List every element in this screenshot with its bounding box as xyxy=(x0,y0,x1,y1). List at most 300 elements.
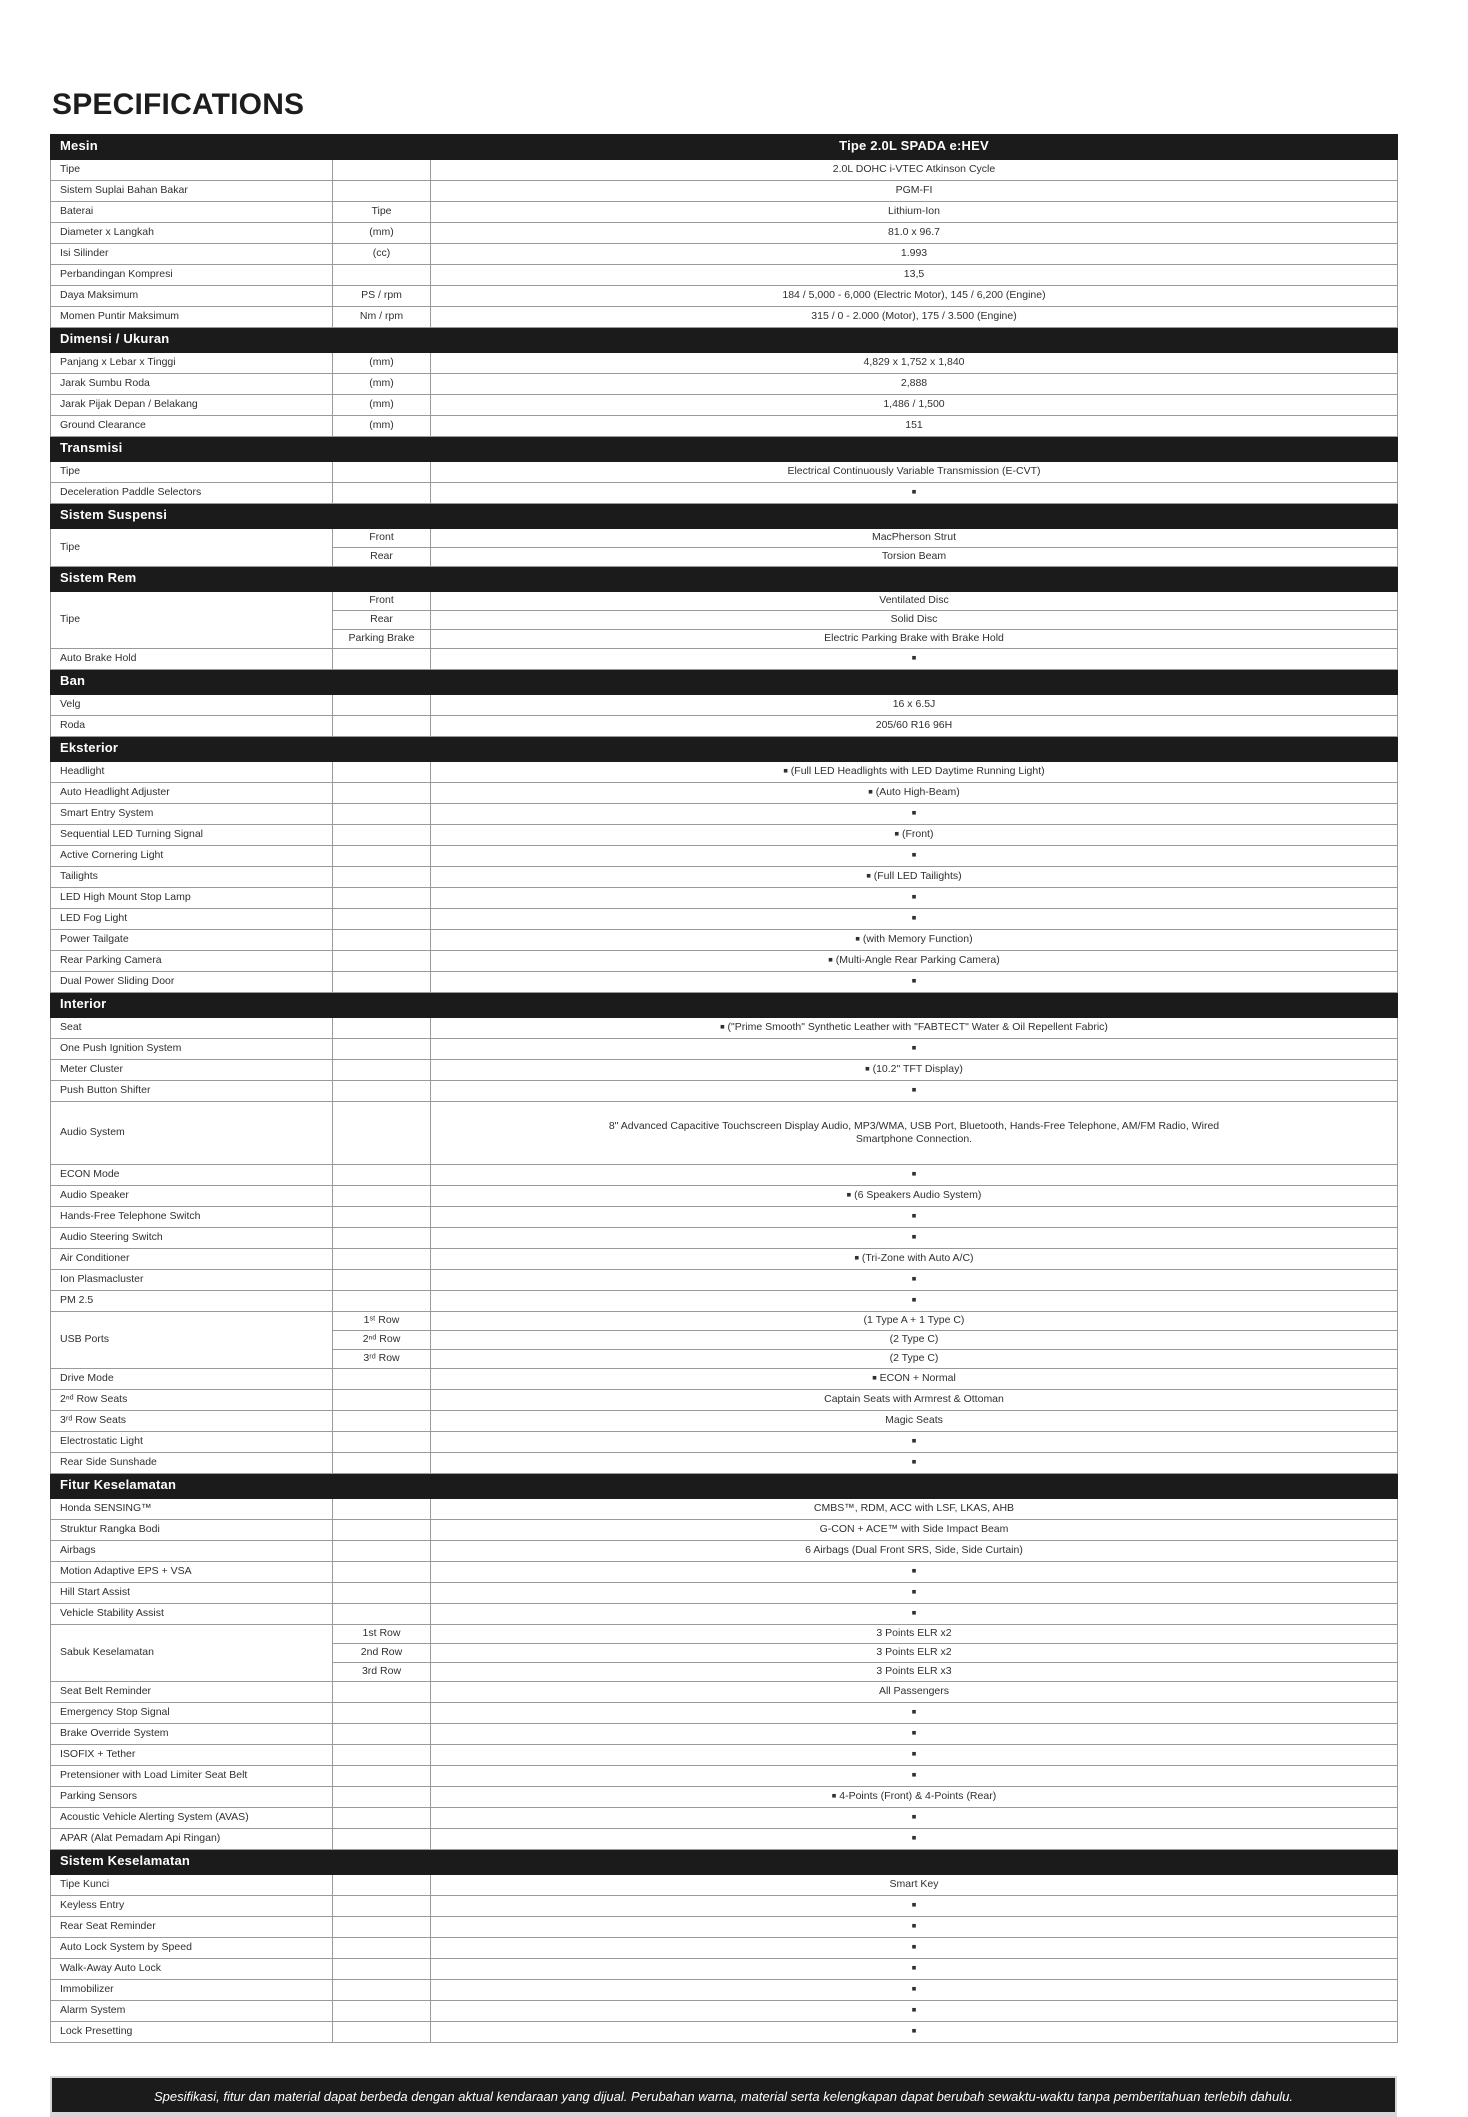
table-row xyxy=(51,1291,1398,1312)
table-row xyxy=(51,2022,1398,2043)
spec-value xyxy=(431,1917,1398,1938)
spec-label: 2ⁿᵈ Row Seats xyxy=(51,1390,333,1411)
spec-label: Deceleration Paddle Selectors xyxy=(51,483,333,504)
page-title: SPECIFICATIONS xyxy=(52,88,305,121)
spec-value: Solid Disc xyxy=(431,611,1398,630)
spec-value xyxy=(431,972,1398,993)
spec-value: G-CON + ACE™ with Side Impact Beam xyxy=(431,1520,1398,1541)
spec-label: 3ʳᵈ Row Seats xyxy=(51,1411,333,1432)
footer-note: Spesifikasi, fitur dan material dapat berbeda dengan aktual kendaraan yang dijual. Perubahan warna, material serta kelengkapan dapat berubah sewaktu-waktu tanpa pemberitahuan terlebih dahulu. xyxy=(50,2076,1397,2117)
table-row xyxy=(51,930,1398,951)
spec-value: (1 Type A + 1 Type C) xyxy=(431,1312,1398,1331)
check-square-icon: ■ xyxy=(911,1749,917,1759)
spec-label: ECON Mode xyxy=(51,1165,333,1186)
spec-unit xyxy=(333,783,431,804)
check-square-icon: ■ xyxy=(866,871,871,881)
check-square-icon: ■ xyxy=(865,1064,870,1074)
section-title: Sistem Keselamatan xyxy=(51,1850,431,1875)
spec-label: Rear Side Sunshade xyxy=(51,1453,333,1474)
table-row xyxy=(51,202,1398,223)
spec-unit xyxy=(333,1724,431,1745)
check-square-icon: ■ xyxy=(831,1791,837,1801)
table-row xyxy=(51,1896,1398,1917)
check-square-icon: ■ xyxy=(911,1457,917,1467)
spec-unit: Rear xyxy=(333,611,431,630)
spec-label: Auto Lock System by Speed xyxy=(51,1938,333,1959)
spec-label: Alarm System xyxy=(51,2001,333,2022)
spec-label: Electrostatic Light xyxy=(51,1432,333,1453)
spec-value xyxy=(431,1604,1398,1625)
spec-label: ISOFIX + Tether xyxy=(51,1745,333,1766)
section-header-row xyxy=(51,504,1398,529)
spec-value: 205/60 R16 96H xyxy=(431,716,1398,737)
spec-value xyxy=(431,1165,1398,1186)
table-row xyxy=(51,1102,1398,1165)
spec-value: ■ ("Prime Smooth" Synthetic Leather with "FABTECT" Water & Oil Repellent Fabric) xyxy=(431,1018,1398,1039)
table-row xyxy=(51,1453,1398,1474)
spec-unit xyxy=(333,2001,431,2022)
table-row xyxy=(51,649,1398,670)
spec-value xyxy=(431,1081,1398,1102)
spec-label: Tailights xyxy=(51,867,333,888)
table-row xyxy=(51,1081,1398,1102)
table-row xyxy=(51,1938,1398,1959)
spec-label: Push Button Shifter xyxy=(51,1081,333,1102)
spec-unit xyxy=(333,1390,431,1411)
spec-unit: 3ʳᵈ Row xyxy=(333,1350,431,1369)
table-row xyxy=(51,1270,1398,1291)
spec-value xyxy=(431,1453,1398,1474)
spec-label: Hands-Free Telephone Switch xyxy=(51,1207,333,1228)
table-row xyxy=(51,244,1398,265)
spec-value: Torsion Beam xyxy=(431,548,1398,567)
section-header-fill xyxy=(431,1850,1398,1875)
spec-unit xyxy=(333,1249,431,1270)
table-row xyxy=(51,1829,1398,1850)
spec-value xyxy=(431,1724,1398,1745)
table-row xyxy=(51,1018,1398,1039)
section-title: Interior xyxy=(51,993,431,1018)
spec-unit xyxy=(333,1291,431,1312)
spec-unit xyxy=(333,1228,431,1249)
spec-unit xyxy=(333,160,431,181)
spec-value: 2.0L DOHC i-VTEC Atkinson Cycle xyxy=(431,160,1398,181)
table-row xyxy=(51,1625,1398,1644)
spec-table xyxy=(50,134,1398,2043)
spec-unit xyxy=(333,1369,431,1390)
spec-unit: Front xyxy=(333,592,431,611)
spec-label: Audio System xyxy=(51,1102,333,1165)
spec-unit xyxy=(333,716,431,737)
table-row xyxy=(51,223,1398,244)
check-square-icon: ■ xyxy=(911,1587,917,1597)
check-square-icon: ■ xyxy=(911,976,917,986)
spec-value xyxy=(431,1980,1398,2001)
spec-unit xyxy=(333,649,431,670)
spec-unit xyxy=(333,2022,431,2043)
spec-unit xyxy=(333,1060,431,1081)
spec-label: Honda SENSING™ xyxy=(51,1499,333,1520)
check-square-icon: ■ xyxy=(828,955,833,965)
spec-unit xyxy=(333,1959,431,1980)
spec-label: Baterai xyxy=(51,202,333,223)
spec-unit xyxy=(333,1207,431,1228)
spec-unit: (mm) xyxy=(333,395,431,416)
spec-label: Vehicle Stability Assist xyxy=(51,1604,333,1625)
spec-value: ■ (Auto High-Beam) xyxy=(431,783,1398,804)
section-header-fill xyxy=(431,567,1398,592)
table-row xyxy=(51,972,1398,993)
spec-label: Hill Start Assist xyxy=(51,1583,333,1604)
spec-unit xyxy=(333,909,431,930)
check-square-icon: ■ xyxy=(911,1963,917,1973)
section-header-fill xyxy=(431,504,1398,529)
spec-label: Active Cornering Light xyxy=(51,846,333,867)
spec-value xyxy=(431,846,1398,867)
table-row xyxy=(51,1583,1398,1604)
table-row xyxy=(51,1520,1398,1541)
table-row xyxy=(51,265,1398,286)
table-row xyxy=(51,1959,1398,1980)
table-row xyxy=(51,1875,1398,1896)
spec-unit xyxy=(333,1604,431,1625)
check-square-icon: ■ xyxy=(911,1169,917,1179)
section-header-row xyxy=(51,1474,1398,1499)
spec-label: Panjang x Lebar x Tinggi xyxy=(51,353,333,374)
table-row xyxy=(51,1312,1398,1331)
table-row xyxy=(51,1541,1398,1562)
spec-value: Lithium-Ion xyxy=(431,202,1398,223)
section-title: Eksterior xyxy=(51,737,431,762)
check-square-icon: ■ xyxy=(911,1436,917,1446)
spec-value: ■ ECON + Normal xyxy=(431,1369,1398,1390)
spec-unit xyxy=(333,972,431,993)
spec-value: ■ (Full LED Tailights) xyxy=(431,867,1398,888)
spec-unit xyxy=(333,695,431,716)
spec-label: Sistem Suplai Bahan Bakar xyxy=(51,181,333,202)
spec-label: Tipe xyxy=(51,160,333,181)
spec-unit xyxy=(333,265,431,286)
spec-value xyxy=(431,1766,1398,1787)
spec-value xyxy=(431,1959,1398,1980)
check-square-icon: ■ xyxy=(720,1022,725,1032)
spec-value xyxy=(431,1228,1398,1249)
spec-unit xyxy=(333,762,431,783)
spec-unit xyxy=(333,462,431,483)
spec-unit xyxy=(333,1165,431,1186)
spec-label: LED High Mount Stop Lamp xyxy=(51,888,333,909)
section-title: Sistem Suspensi xyxy=(51,504,431,529)
spec-unit xyxy=(333,1039,431,1060)
spec-unit: Rear xyxy=(333,548,431,567)
table-row xyxy=(51,395,1398,416)
table-row xyxy=(51,1499,1398,1520)
spec-label: Audio Steering Switch xyxy=(51,1228,333,1249)
spec-label: Audio Speaker xyxy=(51,1186,333,1207)
spec-value xyxy=(431,804,1398,825)
spec-unit: 3rd Row xyxy=(333,1663,431,1682)
section-title: Sistem Rem xyxy=(51,567,431,592)
spec-unit: 1ˢᵗ Row xyxy=(333,1312,431,1331)
spec-value xyxy=(431,1745,1398,1766)
table-row xyxy=(51,1039,1398,1060)
check-square-icon: ■ xyxy=(911,487,917,497)
spec-unit xyxy=(333,825,431,846)
spec-table-body xyxy=(51,135,1398,2043)
check-square-icon: ■ xyxy=(911,1900,917,1910)
table-row xyxy=(51,2001,1398,2022)
check-square-icon: ■ xyxy=(911,2005,917,2015)
spec-value: ■ (Front) xyxy=(431,825,1398,846)
section-header-row xyxy=(51,737,1398,762)
spec-value: Captain Seats with Armrest & Ottoman xyxy=(431,1390,1398,1411)
table-row xyxy=(51,462,1398,483)
spec-label: Dual Power Sliding Door xyxy=(51,972,333,993)
check-square-icon: ■ xyxy=(872,1373,877,1383)
spec-unit xyxy=(333,1081,431,1102)
check-square-icon: ■ xyxy=(911,1295,917,1305)
section-title: Mesin xyxy=(51,135,431,160)
spec-value: ■ (Multi-Angle Rear Parking Camera) xyxy=(431,951,1398,972)
spec-value xyxy=(431,1207,1398,1228)
spec-value: 13,5 xyxy=(431,265,1398,286)
table-row xyxy=(51,1682,1398,1703)
spec-unit: (mm) xyxy=(333,374,431,395)
check-square-icon: ■ xyxy=(911,1770,917,1780)
spec-label: Keyless Entry xyxy=(51,1896,333,1917)
spec-value: ■ (6 Speakers Audio System) xyxy=(431,1186,1398,1207)
spec-unit xyxy=(333,1980,431,2001)
spec-value xyxy=(431,1583,1398,1604)
section-header-fill xyxy=(431,437,1398,462)
check-square-icon: ■ xyxy=(911,1085,917,1095)
table-row xyxy=(51,1060,1398,1081)
spec-unit: (cc) xyxy=(333,244,431,265)
check-square-icon: ■ xyxy=(855,934,860,944)
table-row xyxy=(51,909,1398,930)
spec-value: 6 Airbags (Dual Front SRS, Side, Side Curtain) xyxy=(431,1541,1398,1562)
spec-value xyxy=(431,1562,1398,1583)
spec-label: USB Ports xyxy=(51,1312,333,1369)
check-square-icon: ■ xyxy=(911,1728,917,1738)
spec-value: 151 xyxy=(431,416,1398,437)
spec-value: 1.993 xyxy=(431,244,1398,265)
table-row xyxy=(51,592,1398,611)
table-row xyxy=(51,483,1398,504)
table-row xyxy=(51,1562,1398,1583)
spec-unit: Front xyxy=(333,529,431,548)
spec-unit xyxy=(333,846,431,867)
spec-value: All Passengers xyxy=(431,1682,1398,1703)
spec-label: Tipe Kunci xyxy=(51,1875,333,1896)
spec-value: Smart Key xyxy=(431,1875,1398,1896)
spec-label: Drive Mode xyxy=(51,1369,333,1390)
spec-value: CMBS™, RDM, ACC with LSF, LKAS, AHB xyxy=(431,1499,1398,1520)
spec-label: Sabuk Keselamatan xyxy=(51,1625,333,1682)
spec-unit xyxy=(333,1829,431,1850)
table-row xyxy=(51,529,1398,548)
check-square-icon: ■ xyxy=(911,1566,917,1576)
table-row xyxy=(51,695,1398,716)
section-header-row xyxy=(51,1850,1398,1875)
spec-value: 3 Points ELR x2 xyxy=(431,1625,1398,1644)
check-square-icon: ■ xyxy=(911,913,917,923)
table-row xyxy=(51,1207,1398,1228)
spec-label: Parking Sensors xyxy=(51,1787,333,1808)
spec-unit xyxy=(333,1541,431,1562)
spec-label: Isi Silinder xyxy=(51,244,333,265)
spec-label: LED Fog Light xyxy=(51,909,333,930)
spec-label: APAR (Alat Pemadam Api Ringan) xyxy=(51,1829,333,1850)
spec-label: One Push Ignition System xyxy=(51,1039,333,1060)
spec-label: Rear Parking Camera xyxy=(51,951,333,972)
spec-unit xyxy=(333,1102,431,1165)
spec-label: Daya Maksimum xyxy=(51,286,333,307)
section-title: Transmisi xyxy=(51,437,431,462)
table-row xyxy=(51,846,1398,867)
check-square-icon: ■ xyxy=(911,1274,917,1284)
check-square-icon: ■ xyxy=(846,1190,852,1200)
spec-value: 184 / 5,000 - 6,000 (Electric Motor), 145 / 6,200 (Engine) xyxy=(431,286,1398,307)
table-row xyxy=(51,1766,1398,1787)
spec-label: Meter Cluster xyxy=(51,1060,333,1081)
spec-unit xyxy=(333,483,431,504)
spec-value xyxy=(431,888,1398,909)
spec-value: 3 Points ELR x2 xyxy=(431,1644,1398,1663)
section-header-row xyxy=(51,437,1398,462)
spec-value: 81.0 x 96.7 xyxy=(431,223,1398,244)
check-square-icon: ■ xyxy=(783,766,788,776)
spec-label: Perbandingan Kompresi xyxy=(51,265,333,286)
section-header-row xyxy=(51,135,1398,160)
spec-label: Momen Puntir Maksimum xyxy=(51,307,333,328)
variant-column-header: Tipe 2.0L SPADA e:HEV xyxy=(431,135,1398,160)
spec-label: Rear Seat Reminder xyxy=(51,1917,333,1938)
spec-label: Walk-Away Auto Lock xyxy=(51,1959,333,1980)
check-square-icon: ■ xyxy=(911,1043,917,1053)
spec-value: ■ 4-Points (Front) & 4-Points (Rear) xyxy=(431,1787,1398,1808)
spec-value: (2 Type C) xyxy=(431,1331,1398,1350)
table-row xyxy=(51,1249,1398,1270)
spec-value xyxy=(431,1829,1398,1850)
spec-unit: 1st Row xyxy=(333,1625,431,1644)
table-row xyxy=(51,1165,1398,1186)
spec-value xyxy=(431,1039,1398,1060)
spec-label: Sequential LED Turning Signal xyxy=(51,825,333,846)
section-header-fill xyxy=(431,1474,1398,1499)
check-square-icon: ■ xyxy=(911,2026,917,2036)
spec-unit xyxy=(333,1411,431,1432)
spec-label: Power Tailgate xyxy=(51,930,333,951)
spec-label: Ion Plasmacluster xyxy=(51,1270,333,1291)
spec-unit xyxy=(333,181,431,202)
spec-value: 1,486 / 1,500 xyxy=(431,395,1398,416)
table-row xyxy=(51,307,1398,328)
check-square-icon: ■ xyxy=(868,787,873,797)
spec-label: Air Conditioner xyxy=(51,1249,333,1270)
spec-value xyxy=(431,1896,1398,1917)
check-square-icon: ■ xyxy=(911,808,917,818)
spec-value xyxy=(431,1938,1398,1959)
table-row xyxy=(51,1724,1398,1745)
spec-label: Auto Brake Hold xyxy=(51,649,333,670)
table-row xyxy=(51,762,1398,783)
spec-label: Roda xyxy=(51,716,333,737)
spec-unit xyxy=(333,930,431,951)
spec-unit xyxy=(333,1875,431,1896)
spec-label: Airbags xyxy=(51,1541,333,1562)
spec-value: 3 Points ELR x3 xyxy=(431,1663,1398,1682)
spec-unit: Parking Brake xyxy=(333,630,431,649)
spec-value: 4,829 x 1,752 x 1,840 xyxy=(431,353,1398,374)
check-square-icon: ■ xyxy=(911,1812,917,1822)
check-square-icon: ■ xyxy=(911,1984,917,1994)
spec-unit: (mm) xyxy=(333,223,431,244)
table-row xyxy=(51,1432,1398,1453)
page xyxy=(50,0,1397,2117)
table-row xyxy=(51,1604,1398,1625)
spec-value xyxy=(431,1270,1398,1291)
table-row xyxy=(51,1787,1398,1808)
spec-value: ■ (10.2" TFT Display) xyxy=(431,1060,1398,1081)
spec-value: PGM-FI xyxy=(431,181,1398,202)
spec-label: Emergency Stop Signal xyxy=(51,1703,333,1724)
spec-value xyxy=(431,483,1398,504)
spec-value: 315 / 0 - 2.000 (Motor), 175 / 3.500 (Engine) xyxy=(431,307,1398,328)
spec-label: Velg xyxy=(51,695,333,716)
spec-label: Ground Clearance xyxy=(51,416,333,437)
spec-label: Seat Belt Reminder xyxy=(51,1682,333,1703)
spec-unit xyxy=(333,1520,431,1541)
section-header-row xyxy=(51,670,1398,695)
check-square-icon: ■ xyxy=(911,1707,917,1717)
spec-unit: 2ⁿᵈ Row xyxy=(333,1331,431,1350)
section-header-row xyxy=(51,328,1398,353)
section-header-fill xyxy=(431,670,1398,695)
spec-value: 8" Advanced Capacitive Touchscreen Display Audio, MP3/WMA, USB Port, Bluetooth, Hands-Free Telephone, AM/FM Radio, Wired Smartphone Connection. xyxy=(431,1102,1398,1165)
spec-value xyxy=(431,1703,1398,1724)
spec-label: Headlight xyxy=(51,762,333,783)
spec-value xyxy=(431,649,1398,670)
spec-label: Immobilizer xyxy=(51,1980,333,2001)
table-row xyxy=(51,1980,1398,2001)
table-row xyxy=(51,416,1398,437)
check-square-icon: ■ xyxy=(911,1232,917,1242)
spec-label: Struktur Rangka Bodi xyxy=(51,1520,333,1541)
table-row xyxy=(51,1703,1398,1724)
section-title: Ban xyxy=(51,670,431,695)
check-square-icon: ■ xyxy=(911,1942,917,1952)
spec-unit: (mm) xyxy=(333,353,431,374)
section-header-fill xyxy=(431,993,1398,1018)
table-row xyxy=(51,867,1398,888)
section-title: Fitur Keselamatan xyxy=(51,1474,431,1499)
spec-unit: PS / rpm xyxy=(333,286,431,307)
table-row xyxy=(51,716,1398,737)
spec-label: Acoustic Vehicle Alerting System (AVAS) xyxy=(51,1808,333,1829)
spec-unit xyxy=(333,1562,431,1583)
spec-value: Electric Parking Brake with Brake Hold xyxy=(431,630,1398,649)
spec-unit xyxy=(333,804,431,825)
spec-unit xyxy=(333,1682,431,1703)
spec-value: 2,888 xyxy=(431,374,1398,395)
spec-label: Auto Headlight Adjuster xyxy=(51,783,333,804)
spec-label: Lock Presetting xyxy=(51,2022,333,2043)
table-row xyxy=(51,1186,1398,1207)
spec-value xyxy=(431,1432,1398,1453)
spec-unit xyxy=(333,1896,431,1917)
spec-unit: (mm) xyxy=(333,416,431,437)
